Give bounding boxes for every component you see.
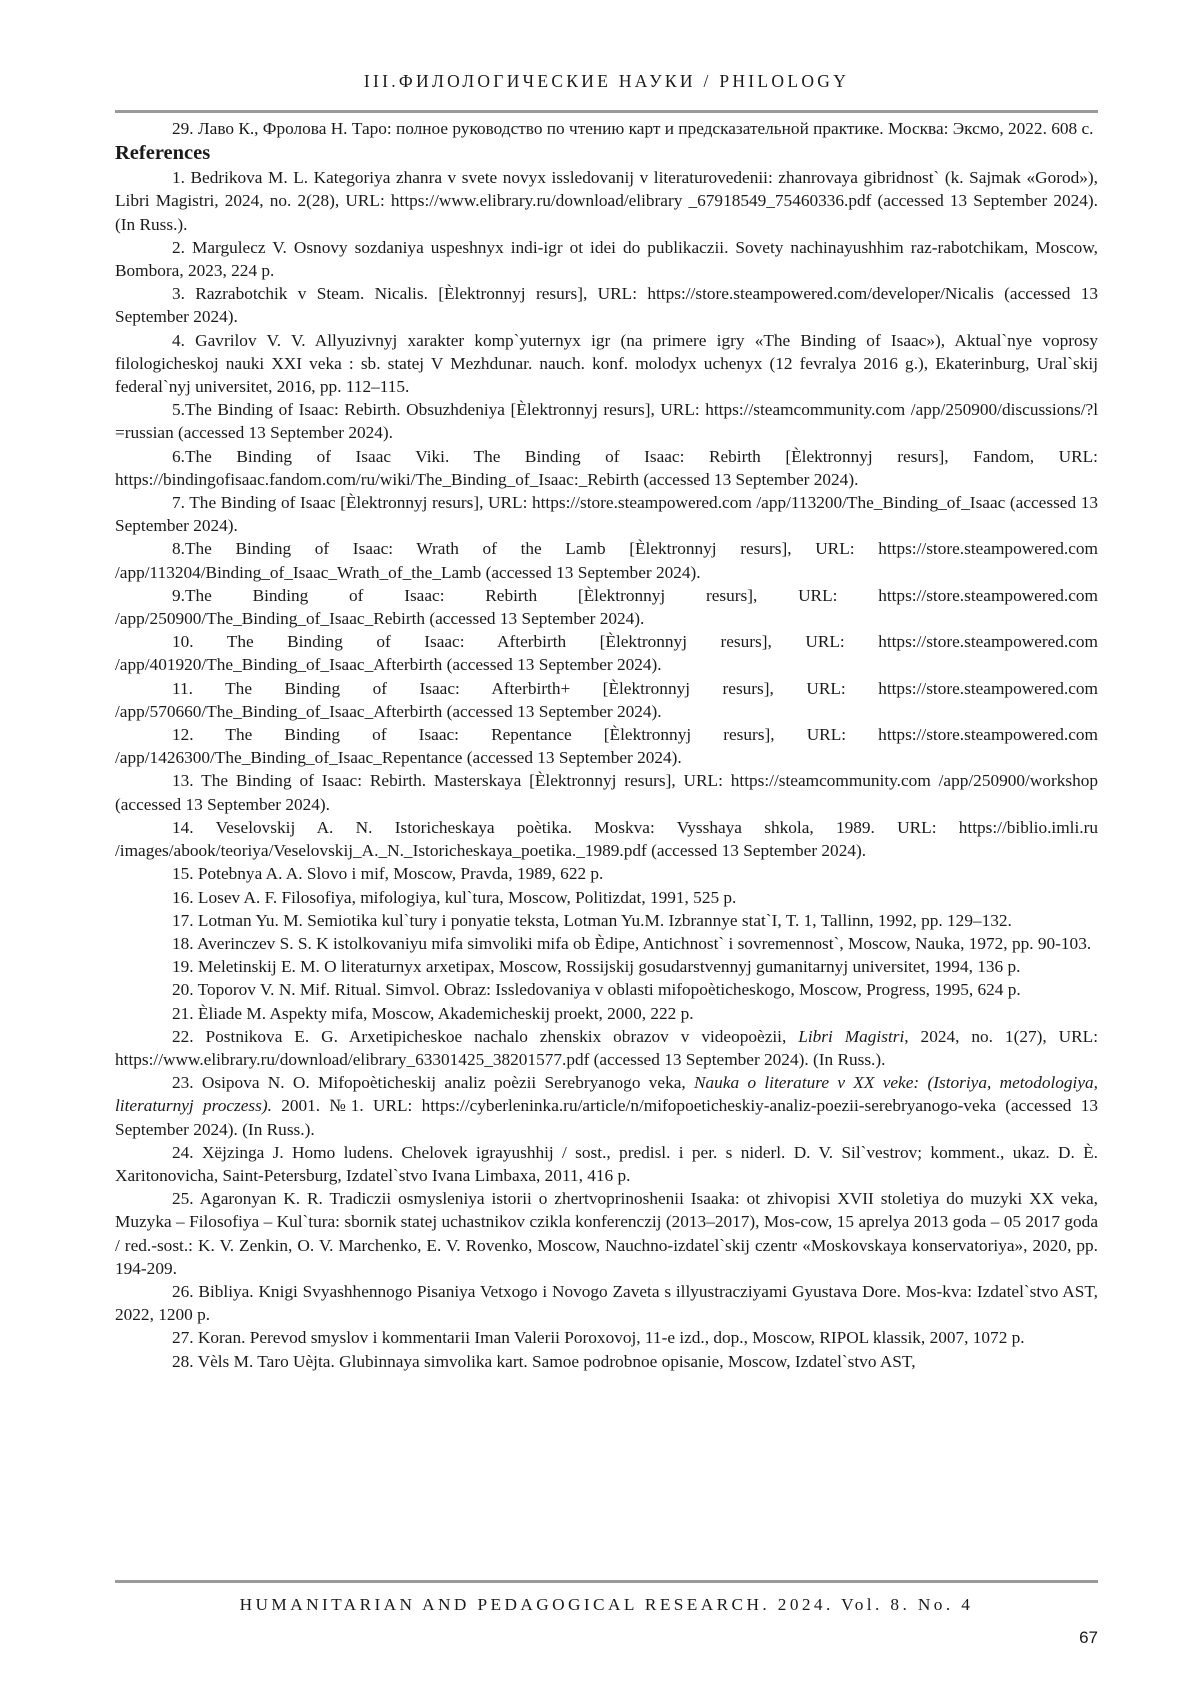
reference-entry: 26. Bibliya. Knigi Svyashhennogo Pisaniya Vetxogo i Novogo Zaveta s illyustracziyami Gyustava Dore. Mos-kva: Izdatel`stvo AST, 2022, 1200 p. — [115, 1281, 1098, 1325]
continued-reference-entry: 29. Лаво К., Фролова Н. Таро: полное руководство по чтению карт и предсказательной практике. Москва: Эксмо, 2022. 608 с. — [172, 119, 1094, 138]
reference-entry: 10. The Binding of Isaac: Afterbirth [Èlektronnyj resurs], URL: https://store.steampowered.com /app/401920/The_Binding_of_Isaac_Afterbirth (accessed 13 September 2024). — [115, 632, 1098, 675]
reference-text: 22. Postnikova E. G. Arxetipicheskoe nachalo zhenskix obrazov v videopoèzii, — [172, 1026, 799, 1046]
reference-entry: 3. Razrabotchik v Steam. Nicalis. [Èlektronnyj resurs], URL: https://store.steampowered.com/developer/Nicalis (accessed 13 September 2024). — [115, 284, 1098, 327]
reference-entry: 17. Lotman Yu. M. Semiotika kul`tury i ponyatie teksta, Lotman Yu.M. Izbrannye stat`I, T. 1, Tallinn, 1992, pp. 129–132. — [172, 910, 1012, 930]
reference-text: 2001. №1. URL: https://cyberleninka.ru/article/n/mifopoeticheskiy-analiz-poezii-serebryanogo-veka (accessed 13 September 2024). (In Russ.). — [115, 1096, 1098, 1139]
reference-entry: 8.The Binding of Isaac: Wrath of the Lamb [Èlektronnyj resurs], URL: https://store.steampowered.com /app/113204/Binding_of_Isaac_Wrath_of_the_Lamb (accessed 13 September 2024). — [115, 539, 1098, 582]
page-number: 67 — [1079, 1628, 1098, 1647]
reference-entry: 21. Èliade M. Aspekty mifa, Moscow, Akademicheskij proekt, 2000, 222 p. — [172, 1003, 694, 1023]
reference-entry: 20. Toporov V. N. Mif. Ritual. Simvol. Obraz: Issledovaniya v oblasti mifopoèticheskogo, Moscow, Progress, 1995, 624 p. — [172, 980, 1021, 1000]
reference-entry: 25. Agaronyan K. R. Tradiczii osmysleniya istorii o zhertvoprinoshenii Isaaka: ot zhivopisi XVII stoletiya do muzyki XX veka, Muzyka – Filosofiya – Kul`tura: sbornik statej uchastnikov czikla konferenczij (2013–2017), Mos-cow, 15 aprelya 2013 goda – 05 2017 goda / red.-sost.: K. V. Zenkin, O. V. Marchenko, E. V. Rovenko, Moscow, Nauchno-izdatel`skij czentr «Moskovskaya konservatoriya», 2020, pp. 194-209. — [115, 1189, 1098, 1278]
references-list — [115, 166, 1098, 1373]
reference-entry: 1. Bedrikova M. L. Kategoriya zhanra v svete novyx issledovanij v literaturovedenii: zhanrovaya gibridnost` (k. Sajmak «Gorod»), Libri Magistri, 2024, no. 2(28), URL: https://www.elibrary.ru/download/elibrary _67918549_75460336.pdf (accessed 13 September 2024). (In Russ.). — [115, 168, 1098, 234]
section-title: References — [115, 142, 211, 165]
reference-source-title: Libri Magistri — [798, 1026, 905, 1046]
reference-entry — [115, 1025, 1098, 1071]
reference-entry: 19. Meletinskij E. M. O literaturnyx arxetipax, Moscow, Rossijskij gosudarstvennyj gumanitarnyj universitet, 1994, 136 p. — [172, 957, 1021, 977]
reference-entry: 5.The Binding of Isaac: Rebirth. Obsuzhdeniya [Èlektronnyj resurs], URL: https://steamcommunity.com /app/250900/discussions/?l =russian (accessed 13 September 2024). — [115, 400, 1098, 443]
footer-divider — [115, 1580, 1098, 1583]
reference-entry: 6.The Binding of Isaac Viki. The Binding of Isaac: Rebirth [Èlektronnyj resurs], Fandom, URL: https://bindingofisaac.fandom.com/ru/wiki/The_Binding_of_Isaac:_Rebirth (accessed 13 September 2024). — [115, 446, 1098, 489]
reference-entry: 7. The Binding of Isaac [Èlektronnyj resurs], URL: https://store.steampowered.com /app/113200/The_Binding_of_Isaac (accessed 13 September 2024). — [115, 493, 1098, 536]
header-divider — [115, 110, 1098, 113]
running-footer: HUMANITARIAN AND PEDAGOGICAL RESEARCH. 2024. Vol. 8. No. 4 — [239, 1595, 974, 1614]
reference-entry: 14. Veselovskij A. N. Istoricheskaya poètika. Moskva: Vysshaya shkola, 1989. URL: https://biblio.imli.ru /images/abook/teoriya/Veselovskij_A._N._Istoricheskaya_poetika._1989.pdf (accessed 13 September 2024). — [115, 817, 1098, 861]
reference-entry: 13. The Binding of Isaac: Rebirth. Masterskaya [Èlektronnyj resurs], URL: https://steamcommunity.com /app/250900/workshop (accessed 13 September 2024). — [115, 771, 1098, 814]
reference-entry: 24. Xëjzinga J. Homo ludens. Chelovek igrayushhij / sost., predisl. i per. s niderl. D. V. Sil`vestrov; komment., ukaz. D. È. Xaritonovicha, Saint-Petersburg, Izdatel`stvo Ivana Limbaxa, 2011, 416 p. — [115, 1142, 1098, 1185]
reference-entry — [115, 1071, 1098, 1141]
reference-entry: 11. The Binding of Isaac: Afterbirth+ [Èlektronnyj resurs], URL: https://store.steampowered.com /app/570660/The_Binding_of_Isaac_Afterbirth (accessed 13 September 2024). — [115, 678, 1098, 721]
reference-entry: 16. Losev A. F. Filosofiya, mifologiya, kul`tura, Moscow, Politizdat, 1991, 525 p. — [172, 887, 737, 907]
running-header: III.ФИЛОЛОГИЧЕСКИЕ НАУКИ / PHILOLOGY — [363, 71, 850, 91]
reference-text: , 2024, no. 1(27), URL: https://www.elibrary.ru/download/elibrary_63301425_38201577.pdf (accessed 13 September 2024). (In Russ.). — [115, 1026, 1098, 1069]
reference-entry: 15. Potebnya A. A. Slovo i mif, Moscow, Pravda, 1989, 622 p. — [172, 864, 604, 884]
reference-entry: 28. Vèls M. Taro Uèjta. Glubinnaya simvolika kart. Samoe podrobnoe opisanie, Moscow, Izdatel`stvo AST, — [172, 1351, 916, 1371]
reference-entry: 12. The Binding of Isaac: Repentance [Èlektronnyj resurs], URL: https://store.steampowered.com /app/1426300/The_Binding_of_Isaac_Repentance (accessed 13 September 2024). — [115, 725, 1098, 768]
reference-entry: 27. Koran. Perevod smyslov i kommentarii Iman Valerii Poroxovoj, 11-e izd., dop., Moscow, RIPOL klassik, 2007, 1072 p. — [172, 1328, 1025, 1348]
reference-source-title: Nauka o literature v XX veke: (Istoriya, metodologiya, literaturnyj proczess). — [115, 1073, 1098, 1116]
page-content — [115, 117, 1098, 1373]
reference-entry: 4. Gavrilov V. V. Allyuzivnyj xarakter komp`yuternyx igr (na primere igry «The Binding of Isaac»), Aktual`nye voprosy filologicheskoj nauki XXI veka : sb. statej V Mezhdunar. nauch. konf. molodyx uchenyx (12 fevralya 2016 g.), Ekaterinburg, Ural`skij federal`nyj universitet, 2016, pp. 112–115. — [115, 330, 1098, 397]
reference-entry: 9.The Binding of Isaac: Rebirth [Èlektronnyj resurs], URL: https://store.steampowered.com /app/250900/The_Binding_of_Isaac_Rebirth (accessed 13 September 2024). — [115, 585, 1098, 629]
reference-entry: 18. Averinczev S. S. K istolkovaniyu mifa simvoliki mifa ob Èdipe, Antichnost` i sovremennost`, Moscow, Nauka, 1972, pp. 90-103. — [172, 933, 1092, 953]
reference-entry: 2. Margulecz V. Osnovy sozdaniya uspeshnyx indi-igr ot idei do publikaczii. Sovety nachinayushhim raz-rabotchikam, Moscow, Bombora, 2023, 224 p. — [115, 237, 1098, 281]
reference-text: 23. Osipova N. O. Mifopoèticheskij analiz poèzii Serebryanogo veka, — [172, 1073, 695, 1093]
